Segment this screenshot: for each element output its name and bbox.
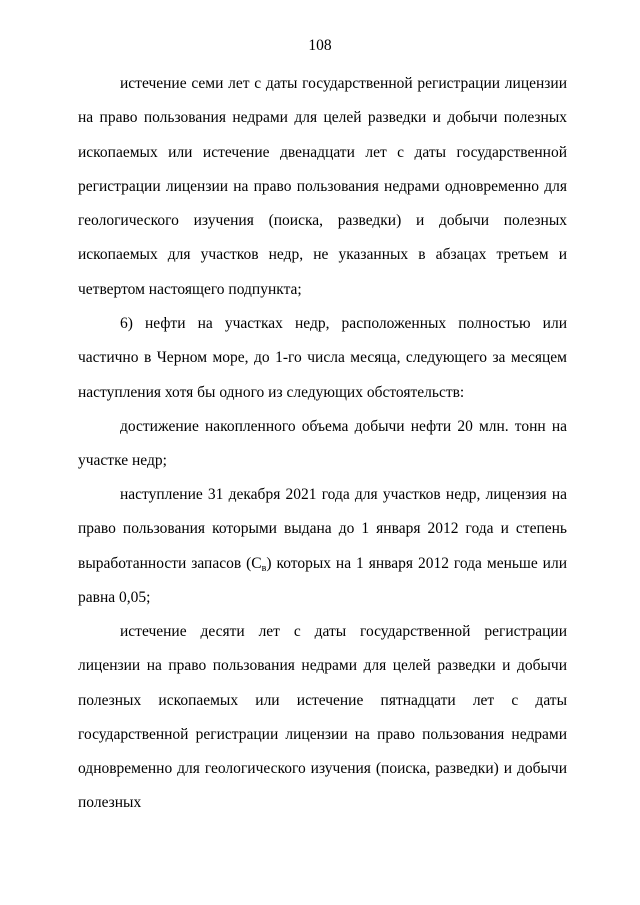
page-number: 108 bbox=[308, 37, 332, 54]
paragraph-accumulated-volume: достижение накопленного объема добычи нефти 20 млн. тонн на участке недр; bbox=[78, 418, 567, 470]
reserves-subscript: в bbox=[261, 562, 267, 574]
paragraph-expiry-ten-years: истечение десяти лет с даты государственной регистрации лицензии на право пользования недрами для целей разведки и добычи полезных ископаемых или истечение пятнадцати лет с даты государственной регистрации лицензии на право пользования недрами одновременно для геологического изучения (поиска, разведки) и добычи полезных bbox=[78, 623, 567, 812]
paragraph-december-2021 bbox=[78, 478, 567, 615]
paragraph-black-sea-oil: 6) нефти на участках недр, расположенных полностью или частично в Черном море, до 1-го числа месяца, следующего за месяцем наступления хотя бы одного из следующих обстоятельств: bbox=[78, 315, 567, 401]
paragraph-expiry-seven-years: истечение семи лет с даты государственной регистрации лицензии на право пользования недрами для целей разведки и добычи полезных ископаемых или истечение двенадцати лет с даты государственной регистрации лицензии на право пользования недрами одновременно для геологического изучения (поиска, разведки) и добычи полезных ископаемых для участков недр, не указанных в абзацах третьем и четвертом настоящего подпункта; bbox=[78, 75, 567, 298]
paragraph-december-2021-text-end: ) которых на 1 января 2012 года меньше или равна 0,05; bbox=[78, 554, 568, 606]
paragraph-december-2021-text-start: наступление 31 декабря 2021 года для участков недр, лицензия на право пользования которыми выдана до 1 января 2012 года и степень выработанности запасов (С bbox=[78, 486, 567, 572]
